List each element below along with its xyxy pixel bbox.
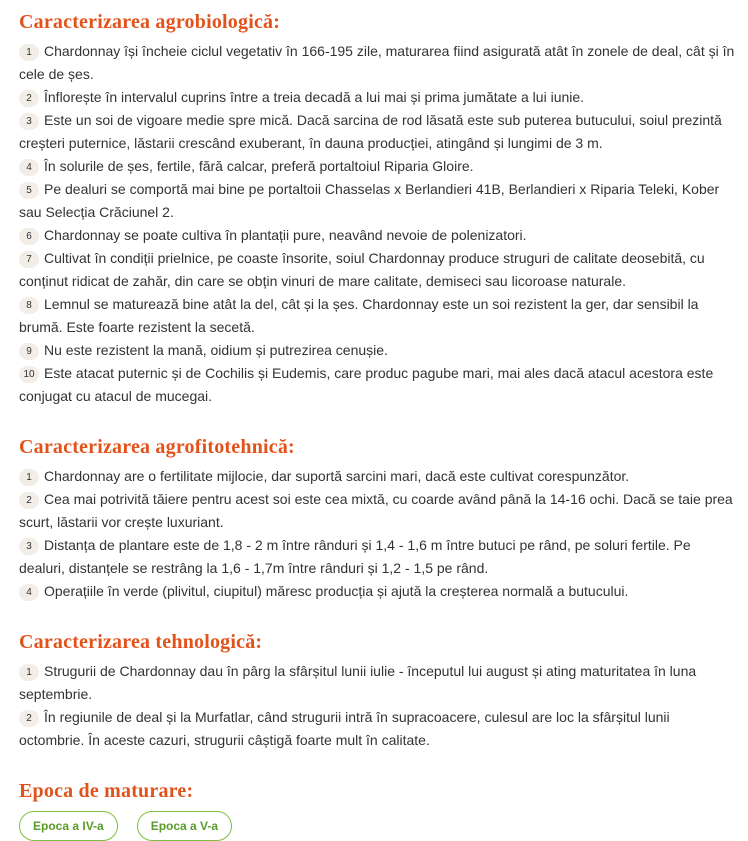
item-text: Chardonnay își încheie ciclul vegetativ în 166-195 zile, maturarea fiind asigurată atât în zonele de deal, cât și în cele de șes. — [19, 43, 735, 82]
item-text: Strugurii de Chardonnay dau în pârg la sfârșitul lunii iulie - începutul lui august și ating maturitatea în luna septembrie. — [19, 663, 697, 702]
item-list — [19, 40, 736, 408]
section-agrobiologic — [19, 10, 736, 408]
list-item — [19, 534, 736, 580]
item-text: Chardonnay se poate cultiva în plantații pure, neavând nevoie de polenizatori. — [44, 227, 527, 243]
list-item — [19, 339, 736, 362]
section-maturation — [19, 779, 736, 841]
list-item — [19, 706, 736, 752]
item-text: Distanța de plantare este de 1,8 - 2 m între rânduri și 1,4 - 1,6 m între butuci pe rând, pe soluri fertile. Pe dealuri, distanțele se restrâng la 1,6 - 1,7m între rânduri și 1,2 - 1,5 pe rând. — [19, 537, 691, 576]
tag-epoch-iv[interactable]: Epoca a IV-a — [19, 811, 118, 841]
section-title: Caracterizarea agrofitotehnică: — [19, 436, 295, 458]
item-number: 1 — [19, 44, 39, 61]
item-text: Nu este rezistent la mană, oidium și putrezirea cenușie. — [44, 342, 388, 358]
list-item — [19, 155, 736, 178]
list-item — [19, 293, 736, 339]
item-number: 4 — [19, 159, 39, 176]
item-list — [19, 465, 736, 603]
item-text: Lemnul se maturează bine atât la del, cât și la șes. Chardonnay este un soi rezistent la ger, dar sensibil la brumă. Este foarte rezistent la secetă. — [19, 296, 699, 335]
section-tehnologic — [19, 630, 736, 752]
list-item — [19, 40, 736, 86]
tag-epoch-v[interactable]: Epoca a V-a — [137, 811, 232, 841]
list-item — [19, 660, 736, 706]
item-text: Este un soi de vigoare medie spre mică. Dacă sarcina de rod lăsată este sub puterea butucului, soiul prezintă creșteri puternice, lăstarii crescând exuberant, în dauna producției, atingând și lungimi de 3 m. — [19, 112, 722, 151]
item-text: Operațiile în verde (plivitul, ciupitul) măresc producția și ajută la creșterea normală a butucului. — [44, 583, 629, 599]
item-number: 8 — [19, 297, 39, 314]
item-number: 5 — [19, 182, 39, 199]
item-number: 7 — [19, 251, 39, 268]
item-number: 2 — [19, 710, 39, 727]
list-item — [19, 109, 736, 155]
item-text: Cea mai potrivită tăiere pentru acest soi este cea mixtă, cu coarde având până la 14-16 ochi. Dacă se taie prea scurt, lăstarii vor crește luxuriant. — [19, 491, 733, 530]
item-number: 3 — [19, 538, 39, 555]
item-text: Înflorește în intervalul cuprins între a treia decadă a lui mai și prima jumătate a lui iunie. — [44, 89, 585, 105]
item-text: Cultivat în condiții prielnice, pe coaste însorite, soiul Chardonnay produce struguri de calitate deosebită, cu conținut ridicat de zahăr, din care se obțin vinuri de mare calitate, demiseci sau licoroase naturale. — [19, 250, 705, 289]
maturation-tags — [19, 811, 736, 841]
item-number: 6 — [19, 228, 39, 245]
section-agrofitotehnic — [19, 435, 736, 603]
item-number: 1 — [19, 469, 39, 486]
item-text: În regiunile de deal și la Murfatlar, când strugurii intră în supracoacere, culesul are loc la sfârșitul lunii octombrie. În aceste cazuri, strugurii câștigă foarte mult în calitate. — [19, 709, 670, 748]
item-number: 4 — [19, 584, 39, 601]
item-text: Chardonnay are o fertilitate mijlocie, dar suportă sarcini mari, dacă este cultivat corespunzător. — [44, 468, 630, 484]
section-title: Epoca de maturare: — [19, 780, 194, 802]
section-title: Caracterizarea agrobiologică: — [19, 11, 281, 33]
list-item — [19, 362, 736, 408]
list-item — [19, 488, 736, 534]
item-text: În solurile de șes, fertile, fără calcar, preferă portaltoiul Riparia Gloire. — [44, 158, 474, 174]
item-number: 9 — [19, 343, 39, 360]
section-title: Caracterizarea tehnologică: — [19, 631, 263, 653]
list-item — [19, 178, 736, 224]
item-number: 10 — [19, 366, 39, 383]
item-number: 2 — [19, 492, 39, 509]
list-item — [19, 224, 736, 247]
list-item — [19, 86, 736, 109]
list-item — [19, 247, 736, 293]
item-text: Pe dealuri se comportă mai bine pe portaltoii Chasselas x Berlandieri 41B, Berlandieri x Riparia Teleki, Kober sau Selecția Crăciunel 2. — [19, 181, 720, 220]
list-item — [19, 580, 736, 603]
item-list — [19, 660, 736, 752]
item-number: 2 — [19, 90, 39, 107]
item-text: Este atacat puternic și de Cochilis și Eudemis, care produc pagube mari, mai ales dacă atacul acestora este conjugat cu atacul de mucegai. — [19, 365, 714, 404]
item-number: 3 — [19, 113, 39, 130]
item-number: 1 — [19, 664, 39, 681]
list-item — [19, 465, 736, 488]
